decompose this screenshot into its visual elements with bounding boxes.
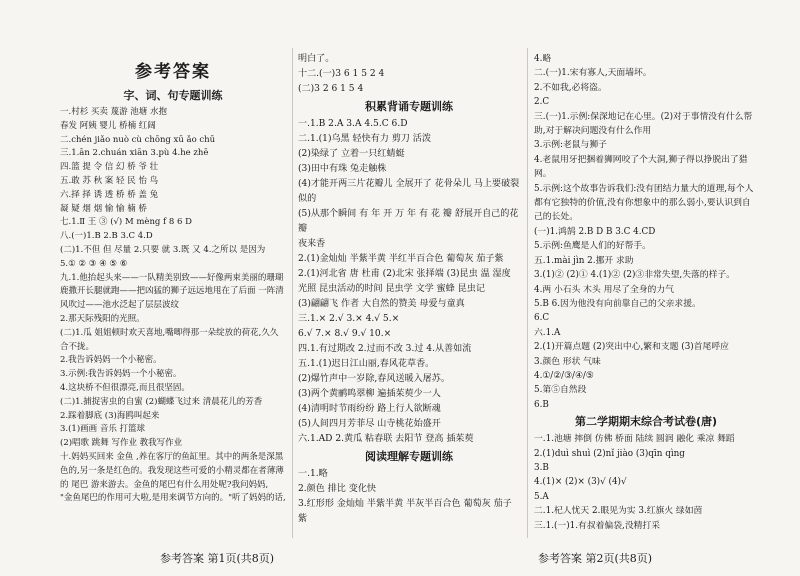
answer-line: 三.(一)1.示例:保深地记在心里。(2)对于事情没有什么帮助,对于解决问题没有什么作用: [534, 111, 753, 137]
answer-line: 三.1.(一)1.有叔着偏袋,没精打采: [534, 520, 661, 531]
section-title-words: 字、词、句专题训练: [123, 89, 223, 102]
column-divider-2: [527, 48, 528, 538]
answer-line: 2.C: [534, 97, 550, 108]
answer-line: 6.B: [534, 399, 549, 410]
answer-line: 二.chén jiǎo nuò cù chōng xū ǎo chū: [60, 134, 216, 145]
answer-line: "金鱼尾巴的作用可大啦,是用来调节方向的。"听了妈妈的话,: [60, 493, 286, 504]
answer-line: 五.1.(1)迟日江山丽,春风花草香。: [298, 359, 435, 369]
answer-line: (一)1.鸿鹄 2.B D B 3.C 4.CD: [534, 226, 656, 237]
answer-line: 4.两 小石头 木头 用尽了全身的力气: [534, 284, 674, 295]
answer-line: 5.示例:这个故事告诉我们:没有团结力量大的道理,每个人都有它独特的价值,没有你想象中的那么弱小,要认识到自己的长处。: [534, 183, 754, 223]
answer-line: 一.村杉 买卖 蔑游 池塘 水抱: [60, 107, 168, 117]
answer-line: 2.(1)河北省 唐 杜甫 (2)北宋 张择端 (3)昆虫 温 湿度 光照 昆虫活动的时间 昆虫学 文学 蜜蜂 昆虫记: [298, 269, 511, 294]
answer-line: 3.颜色 形状 气味: [534, 356, 601, 367]
answer-line: 四.篮 提 令 信 幻 桥 爷 壮: [60, 162, 159, 173]
answer-line: (4)清明时节雨纷纷 路上行人欲断魂: [298, 404, 441, 414]
column-2: [298, 52, 520, 540]
answer-line: 5.第⑤自然段: [534, 385, 587, 396]
answer-line: (5)从那个瞬间 有 年 开 万 年 有 花 瓣 舒展开自己的花瓣: [298, 209, 519, 234]
answer-line: (2)爆竹声中一岁除,春风送暖入屠苏。: [298, 374, 450, 384]
section-title-reading: 阅读理解专题训练: [365, 450, 453, 463]
answer-line: 2.(1)开篇点题 (2)突出中心,繁和支题 (3)首尾呼应: [534, 342, 729, 353]
column-2-lines-1: [298, 117, 520, 447]
column-divider-1: [292, 48, 293, 538]
answer-line: 5.① ② ③ ④ ⑤ ⑥: [60, 258, 128, 269]
answer-line: 三.1.ān 2.chuán xiān 3.pù 4.he zhē: [60, 148, 209, 159]
answer-line: 八.(一)1.B 2.B 3.C 4.D: [60, 231, 153, 242]
answer-line: 六.1.AD 2.黄瓜 粘春联 去阳节 登高 插茱萸: [298, 434, 474, 444]
answer-line: 3.B: [534, 462, 549, 473]
answer-line: 2.不如我,必将盗。: [534, 82, 607, 93]
answer-line: 九.1.他抬起头来——一队精美别致——好像两束美丽的珊瑚 鹿撒开长腿就跑——把凶猛的狮子远远地甩在了后面 一阵清风吹过——池水泛起了层层波纹: [60, 272, 284, 311]
column-1: [60, 52, 286, 540]
answer-line: 七.1.Ⅱ 王 ③ (√) M mèng f 8 6 D: [60, 217, 192, 228]
answer-line: 十.妈妈买回来 金鱼 ,养在客厅的鱼缸里。其中的两条是深黑色的,另一条是红色的。我发现这些可爱的小精灵都在者薄薄的 尾巴 游来游去。金鱼的尾巴有什么用处呢?我问妈妈,: [60, 451, 284, 490]
answer-line: (二)1.瓜 姐姐顿时欢天喜地,嘴唧得那一朵绽放的荷花,久久合不拢。: [60, 327, 279, 352]
answer-line: 2.我告诉妈妈一个小秘密。: [60, 355, 162, 366]
answer-line: 2.那天际残阳的光照。: [60, 313, 145, 324]
answer-line: 春发 阿姨 婴儿 桥楠 红阔: [60, 120, 156, 131]
answer-line: 明白了。: [298, 54, 335, 64]
section-title-accumulation: 积累背诵专题训练: [365, 100, 453, 113]
column-3-lines-2: [534, 432, 758, 533]
answer-line: 4.(1)× (2)× (3)√ (4)√: [534, 477, 627, 488]
answer-line: 一.1.B 2.A 3.A 4.5.C 6.D: [298, 119, 408, 129]
answer-line: 6.√ 7.× 8.√ 9.√ 10.×: [298, 329, 392, 339]
answer-line: 凝 疑 烟 烟 愉 愉 楠 桥: [60, 203, 147, 214]
answer-line: 十二.(一)3 6 1 5 2 4: [298, 69, 385, 79]
answer-line: 一.1.池塘 摔倒 仿佛 桥面 陆续 圆润 融化 乘凉 舞蹈: [534, 434, 735, 445]
answer-line: 2.(1)金灿灿 半紫半黄 半红半百合色 葡萄灰 茄子紫: [298, 254, 504, 264]
footer-page-2: 参考答案 第2页(共8页): [538, 552, 653, 565]
answer-line: 2.(1)duì shuì (2)nǐ jiào (3)qīn qìng: [534, 448, 685, 459]
answer-line: (二)3 2 6 1 5 4: [298, 84, 364, 94]
answer-line: 夜来香: [298, 239, 326, 249]
answer-line: 3.红形形 金灿灿 半紫半黄 半灰半百合色 葡萄灰 茄子紫: [298, 499, 512, 524]
answer-line: (2)染绿了 立着一只红蜻蜓: [298, 149, 405, 159]
answer-line: 3.(1)② (2)① 4.(1)② (2)③非常失望,失落的样子。: [534, 270, 735, 281]
answer-line: 6.C: [534, 313, 550, 324]
answer-line: 六.择 择 诱 透 桥 桥 盖 兔: [60, 189, 159, 200]
answer-line: (二)1.捕捉害虫的自蜜 (2)蝴蝶飞过来 清晨花儿的芳香: [60, 396, 263, 407]
column-1-lines: [60, 106, 286, 506]
answer-line: (5)人间四月芳菲尽 山寺桃花始盛开: [298, 419, 441, 429]
answer-line: 2.颜色 排比 变化快: [298, 484, 376, 494]
answer-line: 3.(1)画画 音乐 打篮球: [60, 424, 146, 435]
answer-line: 2.踩着脚底 (3)海鸥叫起来: [60, 410, 160, 421]
answer-line: 4.这块桥不但很漂亮,而且很坚固。: [60, 382, 190, 393]
column-2-top-lines: [298, 52, 520, 97]
answer-line: 五.1.mài jìn 2.挪开 求助: [534, 255, 634, 266]
answer-line: (3)翩翩飞 作者 大自然的赞美 母爱与童真: [298, 299, 465, 309]
answer-line: 五.敢 苏 秋 案 轻 民 怡 鸟: [60, 175, 159, 186]
answer-line: 5.A: [534, 491, 549, 502]
answer-line: 二.1.(1)乌黑 轻快有力 剪刀 活泼: [298, 134, 431, 144]
answer-line: 5.示例:鱼鹰是人们的好帮手。: [534, 241, 651, 252]
answer-line: 二.1.杞人忧天 2.眼见为实 3.红旗火 绿如茵: [534, 506, 703, 517]
answer-line: 3.示例:我告诉妈妈一个小秘密。: [60, 369, 182, 380]
answer-line: 一.1.略: [298, 469, 328, 479]
answer-line: 4.老鼠用牙把捆着狮网咬了个大洞,狮子得以挣脱出了猎网。: [534, 154, 748, 180]
column-2-lines-2: [298, 467, 520, 527]
answer-line: 三.1.× 2.√ 3.× 4.√ 5.×: [298, 314, 400, 324]
answer-line: (3)田中有珠 兔走触株: [298, 164, 387, 174]
answer-line: 4.①/②/③/④/⑤: [534, 370, 594, 381]
answer-line: 3.示例:老鼠与狮子: [534, 140, 607, 151]
answer-line: (4)才能开两三片花瓣儿 全展开了 花骨朵儿 马上要破裂似的: [298, 179, 520, 204]
answer-line: 六.1.A: [534, 327, 561, 338]
answer-line: 四.1.有过期改 2.过而不改 3.过 4.从善如流: [298, 344, 472, 354]
column-3-lines-1: [534, 52, 758, 412]
section-title-final-exam: 第二学期期末综合考试卷(唐): [574, 415, 718, 429]
answer-line: (3)两个黄鹂鸣翠柳 遍插茱萸少一人: [298, 389, 441, 399]
footer-page-1: 参考答案 第1页(共8页): [160, 552, 275, 565]
answer-line: (二)1.不但 但 尽量 2.只要 就 3.既 又 4.之所以 是因为: [60, 244, 266, 255]
answer-line: 5.B 6.因为他没有向前靠自己的父亲求援。: [534, 298, 701, 309]
page-title: 参考答案: [135, 62, 211, 82]
column-3: [534, 52, 758, 540]
answer-line: (2)唱歌 跳舞 写作业 教我写作业: [60, 438, 183, 449]
answer-line: 二.(一)1.宋有寡人,天面墙坏。: [534, 68, 652, 79]
answer-line: 4.略: [534, 54, 552, 64]
